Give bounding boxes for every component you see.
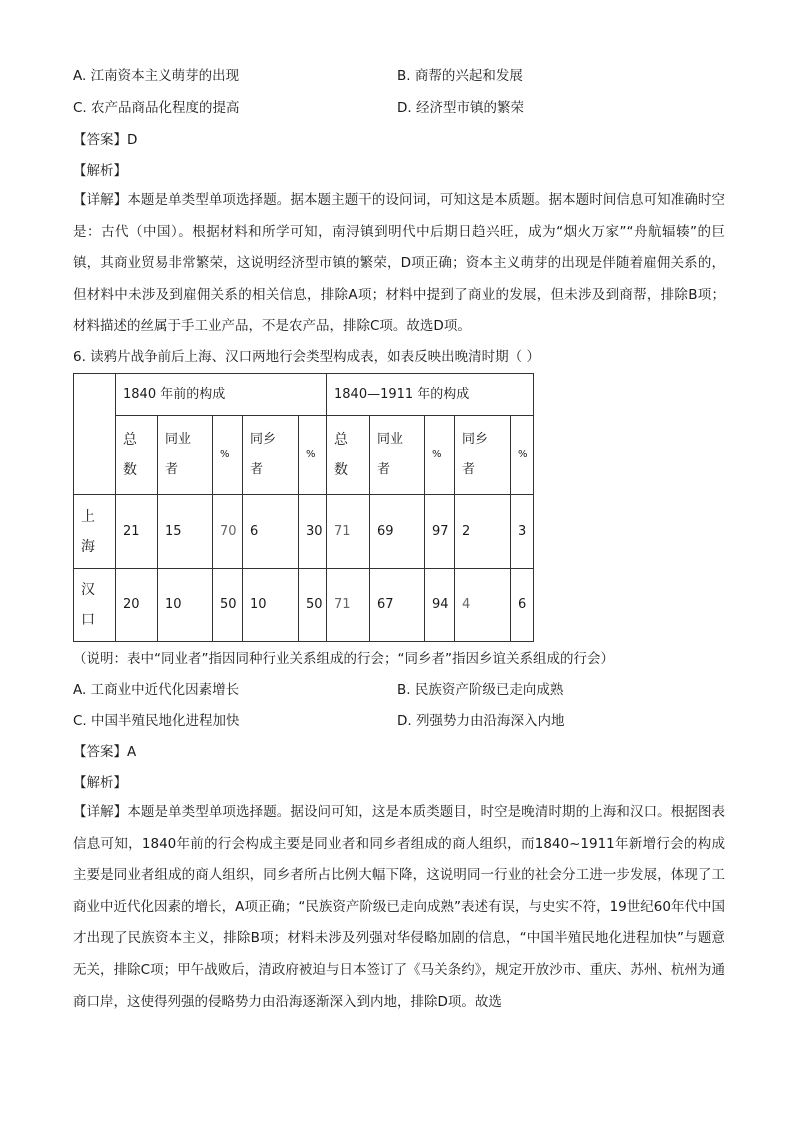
table-cell: 50	[299, 569, 327, 642]
q5-detail-paragraph: 【详解】本题是单类型单项选择题。据本题主题干的设问词，可知这是本质题。据本题时间信息可知准确时空是：古代（中国）。根据材料和所学可知，南浔镇到明代中后期日趋兴旺，成为“烟火万家”“舟航辐辏”的巨镇，其商业贸易非常繁荣，这说明经济型市镇的繁荣，D项正确；资本主义萌芽的出现是伴随着雇佣关系的，但材料中未涉及到雇佣关系的相关信息，排除A项；材料中提到了商业的发展，但未涉及到商帮，排除B项；材料描述的丝属于手工业产品，不是农产品，排除C项。故选D项。	[73, 192, 725, 335]
header-same-trade-2: 同业者	[370, 416, 425, 495]
table-cell: 4	[455, 569, 511, 642]
table-note: （说明：表中“同业者”指因同种行业关系组成的行会；“同乡者”指因乡谊关系组成的行会）	[73, 651, 614, 667]
header-total-2: 总数	[327, 416, 370, 495]
table-cell: 6	[511, 569, 534, 642]
table-cell: 30	[299, 495, 327, 569]
header-pct-4: %	[511, 416, 534, 495]
table-cell: 71	[327, 495, 370, 569]
q5-option-a: A. 江南资本主义萌芽的出现	[73, 68, 240, 84]
q6-detail-paragraph: 【详解】本题是单类型单项选择题。据设问可知，这是本质类题目，时空是晚清时期的上海和汉口。根据图表信息可知，1840年前的行会构成主要是同业者和同乡者组成的商人组织，而1840~1911年新增行会的构成主要是同业者组成的商人组织，同乡者所占比例大幅下降，这说明同一行业的社会分工进一步发展，体现了工商业中近代化因素的增长，A项正确；“民族资产阶级已走向成熟”表述有误，与史实不符，19世纪60年代中国才出现了民族资本主义，排除B项；材料未涉及列强对华侵略加剧的信息，“中国半殖民地化进程加快”与题意无关，排除C项；甲午战败后，清政府被迫与日本签订了《马关条约》，规定开放沙市、重庆、苏州、杭州为通商口岸，这使得列强的侵略势力由沿海逐渐深入到内地，排除D项。故选	[73, 804, 725, 1010]
table-cell: 3	[511, 495, 534, 569]
table-corner-cell	[74, 374, 116, 495]
guild-composition-table	[73, 373, 534, 642]
table-cell: 97	[425, 495, 455, 569]
header-same-hometown-1: 同乡者	[243, 416, 299, 495]
table-cell: 2	[455, 495, 511, 569]
q6-option-d: D. 列强势力由沿海深入内地	[397, 713, 565, 729]
table-cell: 69	[370, 495, 425, 569]
q6-option-c: C. 中国半殖民地化进程加快	[73, 713, 240, 729]
header-same-hometown-2: 同乡者	[455, 416, 511, 495]
q5-option-b: B. 商帮的兴起和发展	[397, 68, 523, 84]
q5-analysis-label: 【解析】	[73, 163, 127, 179]
table-cell: 70	[213, 495, 243, 569]
header-pct-1: %	[213, 416, 243, 495]
table-group-header-before-1840: 1840 年前的构成	[116, 374, 327, 416]
q5-option-d: D. 经济型市镇的繁荣	[397, 100, 524, 116]
q6-stem: 6. 读鸦片战争前后上海、汉口两地行会类型构成表，如表反映出晚清时期（ ）	[73, 349, 540, 365]
table-row	[74, 569, 534, 642]
q6-option-b: B. 民族资产阶级已走向成熟	[397, 682, 564, 698]
header-pct-2: %	[299, 416, 327, 495]
table-cell: 94	[425, 569, 455, 642]
table-cell: 71	[327, 569, 370, 642]
row-city-shanghai: 上海	[74, 495, 116, 569]
table-cell: 6	[243, 495, 299, 569]
header-same-trade-1: 同业者	[158, 416, 213, 495]
q5-answer: 【答案】D	[73, 132, 138, 148]
table-row	[74, 495, 534, 569]
table-cell: 21	[116, 495, 158, 569]
table-cell: 67	[370, 569, 425, 642]
header-total-1: 总数	[116, 416, 158, 495]
q5-option-c: C. 农产品商品化程度的提高	[73, 100, 240, 116]
table-cell: 15	[158, 495, 213, 569]
q6-option-a: A. 工商业中近代化因素增长	[73, 682, 240, 698]
row-city-hankou: 汉口	[74, 569, 116, 642]
q6-answer: 【答案】A	[73, 744, 137, 760]
table-cell: 20	[116, 569, 158, 642]
table-group-header-1840-1911: 1840—1911 年的构成	[327, 374, 534, 416]
table-cell: 10	[158, 569, 213, 642]
table-cell: 50	[213, 569, 243, 642]
table-cell: 10	[243, 569, 299, 642]
q6-analysis-label: 【解析】	[73, 775, 127, 791]
header-pct-3: %	[425, 416, 455, 495]
